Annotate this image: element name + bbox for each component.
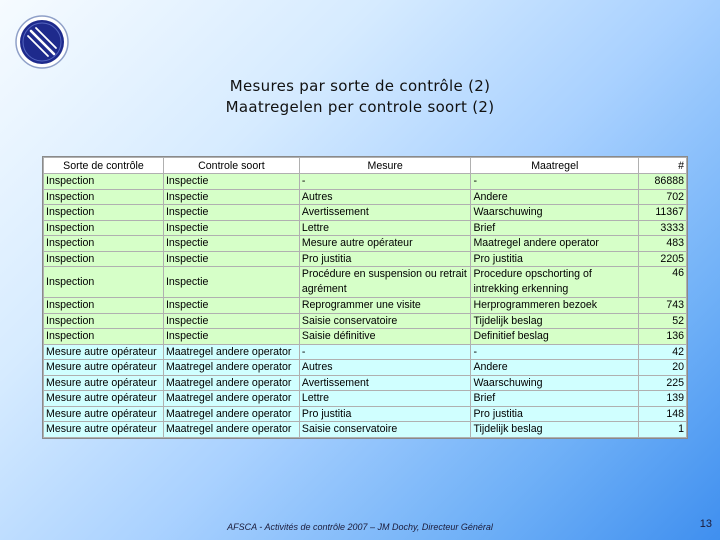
table-row bbox=[44, 422, 687, 438]
cell-maatregel: Pro justitia bbox=[471, 406, 639, 422]
cell-soort: Inspectie bbox=[163, 267, 299, 298]
cell-mesure: Autres bbox=[299, 189, 471, 205]
cell-soort: Inspectie bbox=[163, 329, 299, 345]
cell-maatregel: Waarschuwing bbox=[471, 375, 639, 391]
cell-maatregel: Tijdelijk beslag bbox=[471, 313, 639, 329]
title-line-fr: Mesures par sorte de contrôle (2) bbox=[229, 77, 491, 95]
slide-title bbox=[150, 76, 570, 118]
table-row bbox=[44, 298, 687, 314]
table-row bbox=[44, 313, 687, 329]
cell-mesure: Reprogrammer une visite bbox=[299, 298, 471, 314]
cell-count: 702 bbox=[639, 189, 687, 205]
header-sorte-de-controle: Sorte de contrôle bbox=[44, 158, 164, 174]
cell-soort: Inspectie bbox=[163, 205, 299, 221]
cell-maatregel: Procedure opschorting of intrekking erkenning bbox=[471, 267, 639, 298]
cell-mesure: Procédure en suspension ou retrait agrément bbox=[299, 267, 471, 298]
cell-count: 11367 bbox=[639, 205, 687, 221]
cell-sorte: Mesure autre opérateur bbox=[44, 422, 164, 438]
cell-mesure: Avertissement bbox=[299, 205, 471, 221]
header-controle-soort: Controle soort bbox=[163, 158, 299, 174]
cell-sorte: Inspection bbox=[44, 205, 164, 221]
cell-sorte: Inspection bbox=[44, 267, 164, 298]
cell-mesure: Autres bbox=[299, 360, 471, 376]
table-row bbox=[44, 391, 687, 407]
cell-sorte: Inspection bbox=[44, 220, 164, 236]
cell-count: 86888 bbox=[639, 174, 687, 190]
cell-maatregel: - bbox=[471, 344, 639, 360]
logo-emblem-icon bbox=[14, 14, 70, 70]
cell-mesure: Mesure autre opérateur bbox=[299, 236, 471, 252]
cell-mesure: Saisie conservatoire bbox=[299, 422, 471, 438]
cell-count: 225 bbox=[639, 375, 687, 391]
cell-sorte: Inspection bbox=[44, 174, 164, 190]
header-count: # bbox=[639, 158, 687, 174]
cell-mesure: Avertissement bbox=[299, 375, 471, 391]
cell-sorte: Inspection bbox=[44, 251, 164, 267]
cell-maatregel: Andere bbox=[471, 189, 639, 205]
cell-mesure: Saisie conservatoire bbox=[299, 313, 471, 329]
cell-mesure: Pro justitia bbox=[299, 406, 471, 422]
table-row bbox=[44, 329, 687, 345]
cell-count: 136 bbox=[639, 329, 687, 345]
cell-maatregel: Brief bbox=[471, 220, 639, 236]
cell-mesure: - bbox=[299, 174, 471, 190]
cell-count: 148 bbox=[639, 406, 687, 422]
table-row bbox=[44, 251, 687, 267]
cell-soort: Maatregel andere operator bbox=[163, 360, 299, 376]
cell-maatregel: Pro justitia bbox=[471, 251, 639, 267]
cell-sorte: Inspection bbox=[44, 189, 164, 205]
cell-sorte: Inspection bbox=[44, 298, 164, 314]
cell-count: 3333 bbox=[639, 220, 687, 236]
cell-soort: Inspectie bbox=[163, 313, 299, 329]
cell-sorte: Mesure autre opérateur bbox=[44, 406, 164, 422]
header-maatregel: Maatregel bbox=[471, 158, 639, 174]
page-number: 13 bbox=[699, 518, 712, 530]
cell-count: 139 bbox=[639, 391, 687, 407]
cell-maatregel: - bbox=[471, 174, 639, 190]
table-header-row bbox=[44, 158, 687, 174]
slide-footer: AFSCA - Activités de contrôle 2007 – JM Dochy, Directeur Général bbox=[227, 522, 493, 532]
cell-sorte: Mesure autre opérateur bbox=[44, 344, 164, 360]
cell-maatregel: Andere bbox=[471, 360, 639, 376]
cell-count: 743 bbox=[639, 298, 687, 314]
cell-soort: Maatregel andere operator bbox=[163, 422, 299, 438]
cell-mesure: Lettre bbox=[299, 391, 471, 407]
table-row bbox=[44, 205, 687, 221]
cell-sorte: Mesure autre opérateur bbox=[44, 375, 164, 391]
title-line-nl: Maatregelen per controle soort (2) bbox=[225, 98, 495, 116]
cell-count: 46 bbox=[639, 267, 687, 298]
cell-soort: Maatregel andere operator bbox=[163, 391, 299, 407]
table-row bbox=[44, 344, 687, 360]
cell-count: 2205 bbox=[639, 251, 687, 267]
cell-soort: Inspectie bbox=[163, 189, 299, 205]
cell-sorte: Inspection bbox=[44, 236, 164, 252]
cell-soort: Maatregel andere operator bbox=[163, 406, 299, 422]
cell-sorte: Mesure autre opérateur bbox=[44, 391, 164, 407]
cell-maatregel: Brief bbox=[471, 391, 639, 407]
cell-soort: Inspectie bbox=[163, 251, 299, 267]
measures-table bbox=[42, 156, 688, 439]
table-row bbox=[44, 174, 687, 190]
cell-soort: Inspectie bbox=[163, 298, 299, 314]
table-row bbox=[44, 406, 687, 422]
cell-soort: Maatregel andere operator bbox=[163, 344, 299, 360]
cell-sorte: Inspection bbox=[44, 329, 164, 345]
table-row bbox=[44, 267, 687, 298]
cell-mesure: Lettre bbox=[299, 220, 471, 236]
cell-sorte: Mesure autre opérateur bbox=[44, 360, 164, 376]
cell-soort: Inspectie bbox=[163, 174, 299, 190]
table-row bbox=[44, 375, 687, 391]
cell-mesure: Pro justitia bbox=[299, 251, 471, 267]
cell-soort: Maatregel andere operator bbox=[163, 375, 299, 391]
table-row bbox=[44, 360, 687, 376]
cell-soort: Inspectie bbox=[163, 220, 299, 236]
cell-count: 20 bbox=[639, 360, 687, 376]
cell-count: 483 bbox=[639, 236, 687, 252]
cell-maatregel: Definitief beslag bbox=[471, 329, 639, 345]
cell-maatregel: Tijdelijk beslag bbox=[471, 422, 639, 438]
cell-count: 42 bbox=[639, 344, 687, 360]
table-row bbox=[44, 189, 687, 205]
cell-maatregel: Waarschuwing bbox=[471, 205, 639, 221]
cell-count: 1 bbox=[639, 422, 687, 438]
table-row bbox=[44, 236, 687, 252]
cell-count: 52 bbox=[639, 313, 687, 329]
cell-mesure: Saisie définitive bbox=[299, 329, 471, 345]
cell-sorte: Inspection bbox=[44, 313, 164, 329]
cell-mesure: - bbox=[299, 344, 471, 360]
cell-soort: Inspectie bbox=[163, 236, 299, 252]
cell-maatregel: Herprogrammeren bezoek bbox=[471, 298, 639, 314]
cell-maatregel: Maatregel andere operator bbox=[471, 236, 639, 252]
header-mesure: Mesure bbox=[299, 158, 471, 174]
table-row bbox=[44, 220, 687, 236]
